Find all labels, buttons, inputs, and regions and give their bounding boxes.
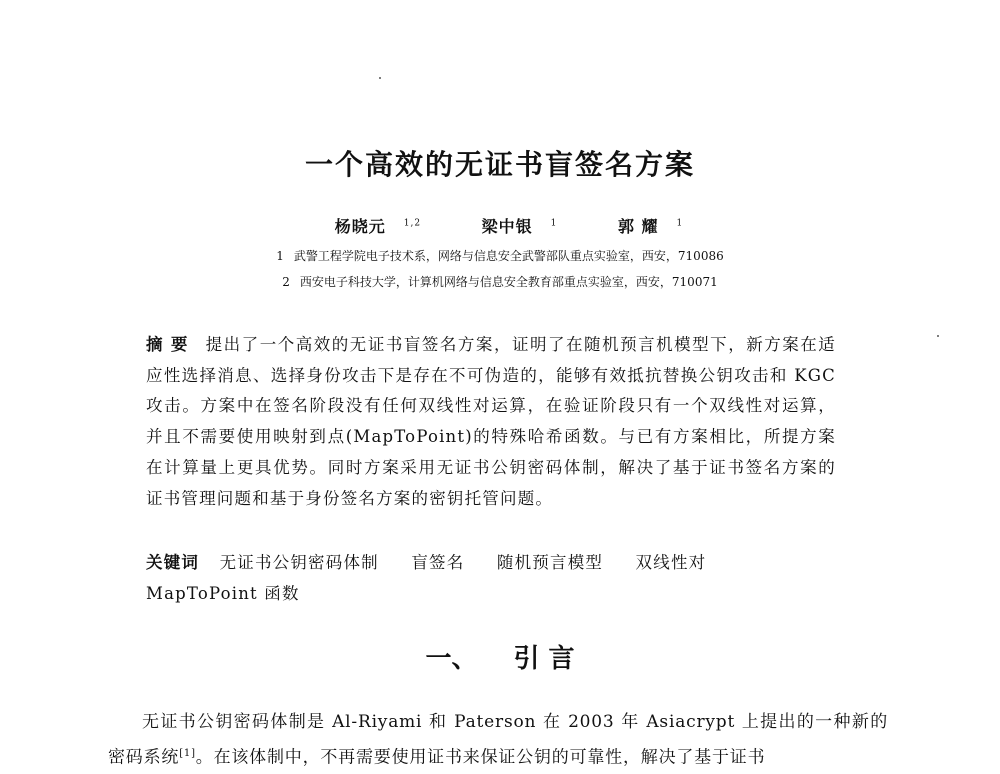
affiliation xyxy=(0,247,1000,264)
affiliation-text: 武警工程学院电子技术系，网络与信息安全武警部队重点实验室，西安，710086 xyxy=(293,249,724,263)
affiliation-number: 2 xyxy=(282,275,290,289)
scan-speck xyxy=(937,335,939,337)
intro-text: 无证书公钥密码体制是 Al-Riyami 和 Paterson 在 2003 年 Asiacrypt 上提出的一种新的密码系统 xyxy=(108,712,888,768)
keyword: 随机预言模型 xyxy=(496,553,604,572)
affiliation-text: 西安电子科技大学，计算机网络与信息安全教育部重点实验室，西安，710071 xyxy=(299,275,718,289)
intro-paragraph xyxy=(108,706,888,774)
author: 梁中银 $^1$ xyxy=(481,217,558,236)
author: 郭 耀 $^1$ xyxy=(617,217,684,236)
section-heading xyxy=(0,638,1000,675)
abstract-text: 提出了一个高效的无证书盲签名方案，证明了在随机预言机模型下，新方案在适应性选择消息、选择身份攻击下是存在不可伪造的，能够有效抵抗替换公钥攻击和 KGC 攻击。方案中在签名阶段没有任何双线性对运算，在验证阶段只有一个双线性对运算，并且不需要使用映射到点(MapToPoint)的特殊哈希函数。与已有方案相比，所提方案在计算量上更具优势。同时方案采用无证书公钥密码体制，解决了基于证书签名方案的证书管理问题和基于身份签名方案的密钥托管问题。 xyxy=(146,335,837,508)
affiliation-number: 1 xyxy=(276,249,284,263)
keywords xyxy=(146,548,836,609)
keyword: 无证书公钥密码体制 xyxy=(219,553,379,572)
citation-ref: [1] xyxy=(179,748,196,759)
author-list xyxy=(0,214,1000,237)
intro-text: 。在该体制中，不再需要使用证书来保证公钥的可靠性，解决了基于证书 xyxy=(195,747,766,768)
keywords-label: 关键词 xyxy=(146,553,200,572)
section-number: 一、 xyxy=(425,644,478,674)
keyword: MapToPoint 函数 xyxy=(146,583,300,603)
scan-speck xyxy=(379,77,381,79)
keyword: 盲签名 xyxy=(411,553,465,572)
keyword: 双线性对 xyxy=(635,553,707,572)
abstract xyxy=(146,330,836,514)
paper-title: 一个高效的无证书盲签名方案 xyxy=(304,148,695,181)
abstract-label: 摘要 xyxy=(146,335,196,354)
author: 杨晓元 $^{1,2}$ xyxy=(334,217,422,236)
affiliation xyxy=(0,273,1000,290)
section-title: 引 言 xyxy=(513,644,575,674)
